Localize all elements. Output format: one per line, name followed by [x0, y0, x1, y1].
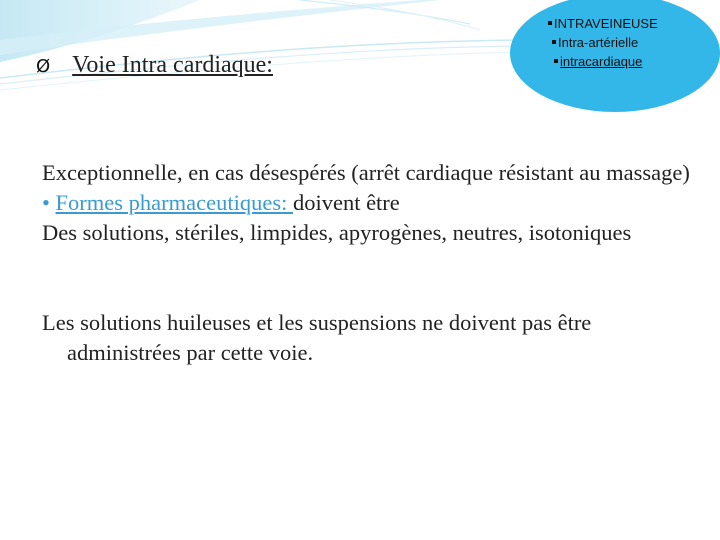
slide-body: [42, 158, 702, 368]
oval-item: intracardiaque: [554, 52, 658, 71]
paragraph-huileuses: Les solutions huileuses et les suspensions ne doivent pas être administrées par cette voie.: [42, 310, 592, 365]
formes-link[interactable]: Formes pharmaceutiques:: [55, 190, 293, 215]
paragraph-solutions: Des solutions, stériles, limpides, apyrogènes, neutres, isotoniques: [42, 220, 632, 245]
square-bullet-icon: [548, 21, 552, 25]
oval-item: Intra-artérielle: [552, 33, 658, 52]
arrow-bullet-icon: Ø: [36, 56, 51, 77]
oval-item: INTRAVEINEUSE: [548, 14, 658, 33]
bullet-formes: [42, 188, 702, 218]
title-text: Voie Intra cardiaque:: [72, 52, 273, 78]
bullet-dot-icon: •: [42, 190, 50, 215]
square-bullet-icon: [552, 40, 556, 44]
oval-route-list: [548, 14, 658, 71]
slide-title: [36, 52, 273, 79]
paragraph-exceptionnelle: Exceptionnelle, en cas désespérés (arrêt cardiaque résistant au massage): [42, 160, 690, 185]
square-bullet-icon: [554, 59, 558, 63]
bullet-rest: doivent être: [292, 190, 400, 215]
